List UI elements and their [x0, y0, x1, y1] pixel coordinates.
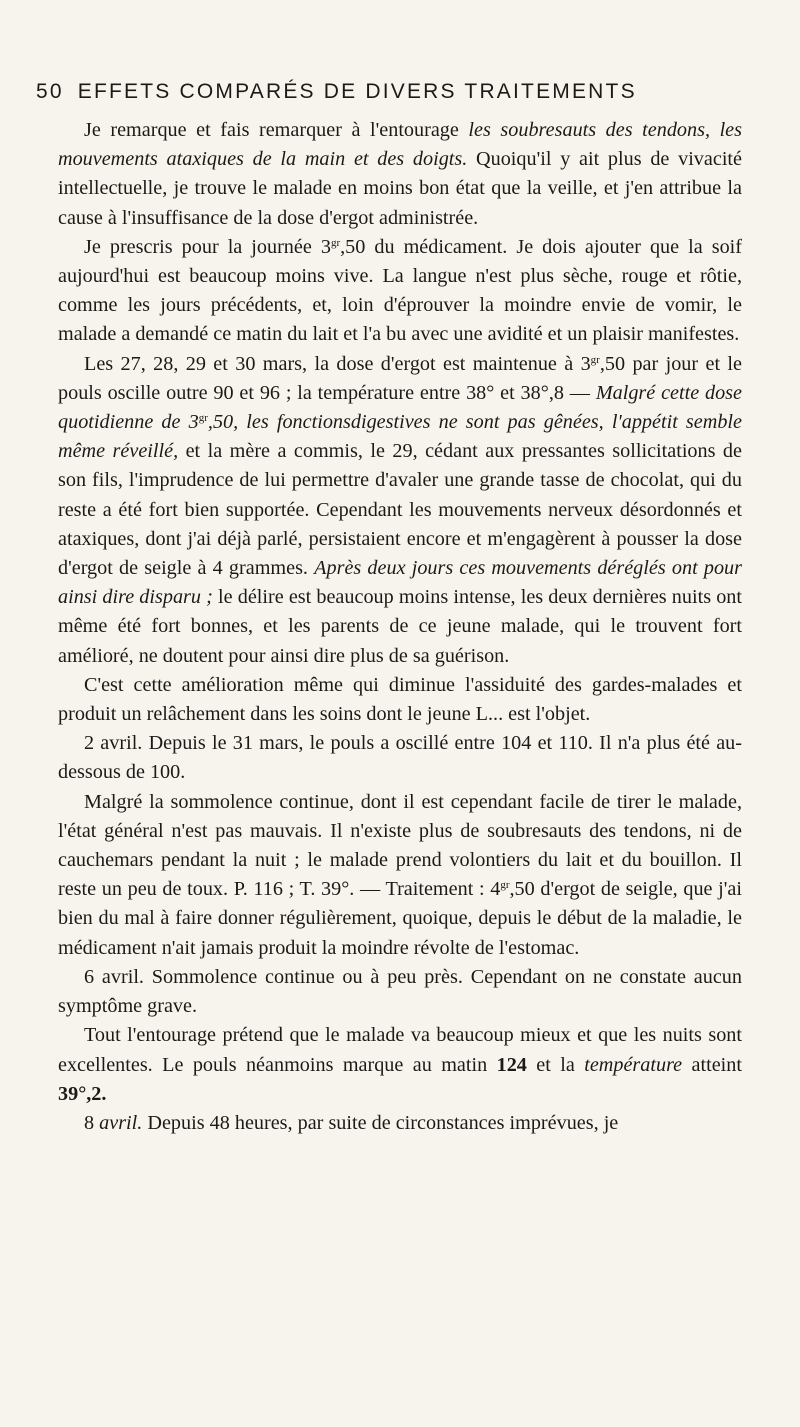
paragraph	[58, 233, 742, 350]
paragraph	[58, 729, 742, 787]
superscript-unit: gr	[590, 353, 600, 366]
text-segment: 6 avril. Sommolence continue ou à peu près. Cependant on ne constate aucun symptôme grave.	[58, 965, 742, 1018]
body-text	[58, 116, 742, 1138]
superscript-unit: gr	[330, 236, 341, 249]
text-segment: Je prescris pour la journée 3	[84, 235, 331, 258]
text-segment: le délire est beaucoup moins intense, les deux dernières nuits ont même été fort bonnes, et les parents de ce jeune malade, qui le trouvent fort amélioré, ne doutent pour ainsi dire plus de sa guérison.	[58, 586, 742, 667]
text-segment: atteint	[682, 1053, 742, 1076]
running-title: EFFETS COMPARÉS DE DIVERS TRAITEMENTS	[77, 80, 637, 103]
running-head	[36, 80, 742, 104]
text-segment: ,50, les fonctionsdigestives ne sont pas gênées, l'appétit semble même réveillé,	[58, 411, 742, 463]
text-segment: ,50 d'ergot de seigle, que j'ai bien du mal à faire donner régulièrement, quoique, depuis le début de la maladie, le médicament n'ait jamais produit la moindre révolte de l'estomac.	[58, 878, 742, 959]
text-segment: Malgré cette dose quotidienne de 3	[58, 381, 743, 434]
text-segment: Malgré la sommolence continue, dont il est cependant facile de tirer le malade, l'état général n'est pas mauvais. Il n'existe plus de soubresauts des tendons, ni de cauchemars pendant la nuit ; le malade prend volontiers du lait et du bouillon. Il reste un peu de toux. P. 116 ; T. 39°. — Traitement : 4	[58, 790, 742, 901]
paragraph	[58, 788, 742, 963]
paragraph	[58, 350, 742, 671]
text-segment: 8	[84, 1111, 100, 1134]
superscript-unit: gr	[198, 412, 208, 425]
text-segment: température	[584, 1053, 683, 1076]
text-segment: Les 27, 28, 29 et 30 mars, la dose d'ergot est maintenue à 3	[84, 352, 591, 375]
paragraph	[58, 116, 742, 233]
text-segment: Quoiqu'il y ait plus de vivacité intellectuelle, je trouve le malade en moins bon état que la veille, et j'en attribue la cause à l'insuffisance de la dose d'ergot administrée.	[58, 148, 743, 229]
page-number: 50	[36, 80, 64, 103]
paragraph	[58, 1021, 742, 1109]
paragraph	[58, 963, 742, 1021]
text-segment: Après deux jours ces mouvements déréglés ont pour ainsi dire disparu ;	[58, 557, 742, 609]
superscript-unit: gr	[500, 879, 510, 892]
text-segment: les soubresauts des tendons, les mouvements ataxiques de la main et des doigts.	[58, 119, 742, 171]
text-segment: ,50 du médicament. Je dois ajouter que la soif aujourd'hui est beaucoup moins vive. La langue n'est plus sèche, rouge et rôtie, comme les jours précédents, et, loin d'éprouver la moindre envie de vomir, le malade a demandé ce matin du lait et l'a bu avec une avidité et un plaisir manifestes.	[58, 235, 742, 346]
text-segment: et la	[526, 1053, 585, 1076]
text-segment: et la mère a commis, le 29, cédant aux pressantes sollicitations de son fils, l'imprudence de lui permettre d'avaler une grande tasse de chocolat, qui du reste a été fort bien supportée. Cependant les mouvements nerveux désordonnés et ataxiques, dont j'ai déjà parlé, persistaient encore et m'engagèrent à pousser la dose d'ergot de seigle à 4 grammes.	[58, 440, 742, 580]
text-segment: C'est cette amélioration même qui diminue l'assiduité des gardes-malades et produit un relâchement dans les soins dont le jeune L... est l'objet.	[58, 673, 742, 726]
paragraph	[58, 1109, 742, 1138]
text-segment: 39°,2.	[58, 1082, 107, 1105]
paragraph	[58, 671, 742, 729]
text-segment: ,50 par jour et le pouls oscille outre 90 et 96 ; la température entre 38° et 38°,8 —	[58, 352, 743, 404]
text-segment: Depuis 48 heures, par suite de circonstances imprévues, je	[142, 1111, 619, 1134]
text-segment: Tout l'entourage prétend que le malade va beaucoup mieux et que les nuits sont excellentes. Le pouls néanmoins marque au matin	[58, 1024, 742, 1076]
text-segment: 124	[496, 1053, 527, 1076]
text-segment: avril.	[99, 1111, 143, 1134]
text-segment: Je remarque et fais remarquer à l'entourage	[84, 119, 469, 141]
text-segment: 2 avril. Depuis le 31 mars, le pouls a oscillé entre 104 et 110. Il n'a plus été au-dessous de 100.	[58, 732, 742, 784]
